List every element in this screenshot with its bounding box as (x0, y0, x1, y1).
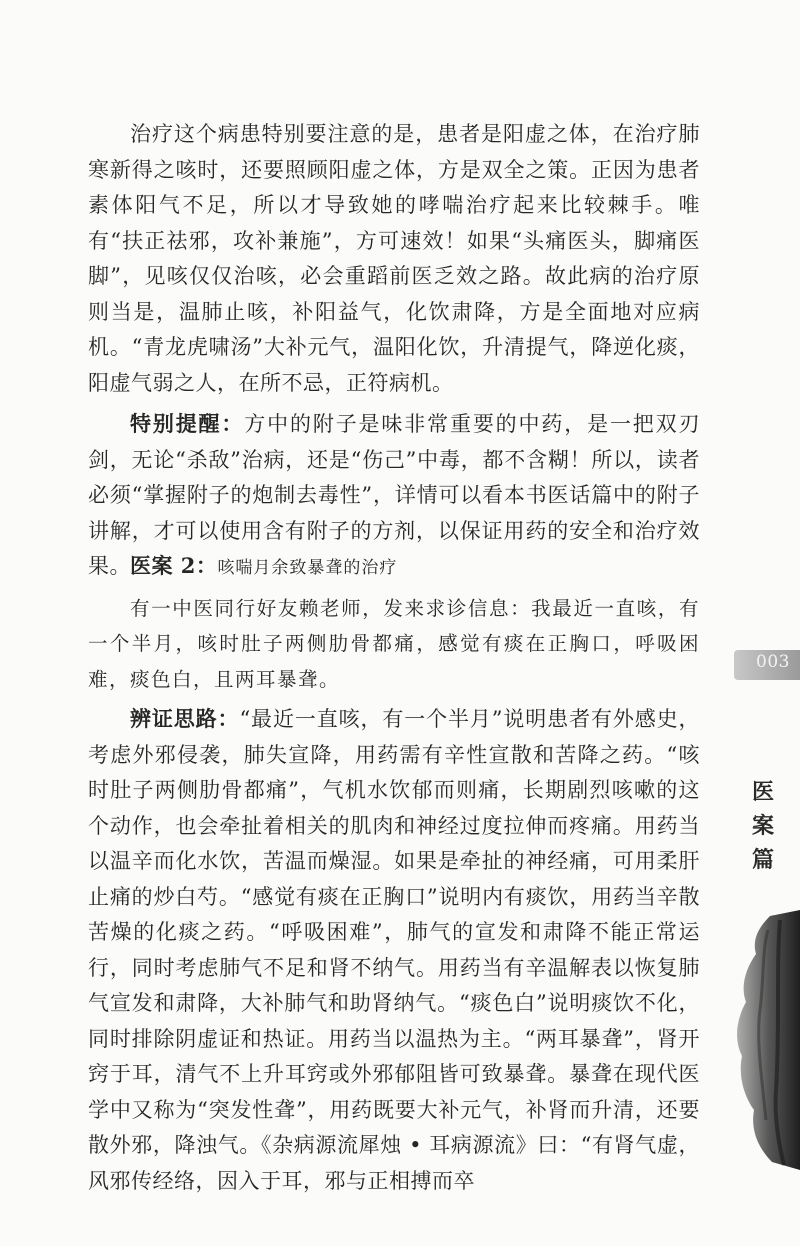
case2-intro: 有一中医同行好友赖老师，发来求诊信息：我最近一直咳，有一个半月，咳时肚子两侧肋骨都痛，感觉有痰在正胸口，呼吸困难，痰色白，且两耳暴聋。 (88, 596, 700, 691)
analysis-text: “最近一直咳，有一个半月”说明患者有外感史，考虑外邪侵袭，肺失宣降，用药需有辛性宣散和苦降之药。“咳时肚子两侧肋骨都痛”，气机水饮郁而则痛，长期剧烈咳嗽的这个动作，也会牵扯着相关的肌肉和神经过度拉伸而疼痛。用药当以温辛而化水饮，苦温而燥湿。如果是牵扯的神经痛，可用柔肝止痛的炒白芍。“感觉有痰在正胸口”说明内有痰饮，用药当辛散苦燥的化痰之药。“呼吸困难”，肺气的宣发和肃降不能正常运行，同时考虑肺气不足和肾不纳气。用药当有辛温解表以恢复肺气宣发和肃降，大补肺气和助肾纳气。“痰色白”说明痰饮不化，同时排除阴虚证和热证。用药当以温热为主。“两耳暴聋”，肾开窍于耳，清气不上升耳窍或外邪郁阻皆可致暴聋。暴聋在现代医学中又称为“突发性聋”，用药既要大补元气，补肾而升清，还要散外邪，降浊气。《杂病源流犀烛 • 耳病源流》曰：“有肾气虚，风邪传经络，因入于耳，邪与正相搏而卒 (88, 707, 700, 1193)
ink-wash-decoration (710, 910, 800, 1170)
section-char-1: 医 (751, 779, 774, 805)
case2-analysis (88, 701, 700, 1199)
case2-label: 医案 2： (130, 553, 218, 578)
page-number: 003 (756, 652, 790, 672)
paragraph-treatment-note: 治疗这个病患特别要注意的是，患者是阳虚之体，在治疗肺寒新得之咳时，还要照顾阳虚之体，方是双全之策。正因为患者素体阳气不足，所以才导致她的哮喘治疗起来比较棘手。唯有“扶正祛邪，攻补兼施”，方可速效！如果“头痛医头，脚痛医脚”，见咳仅仅治咳，必会重蹈前医乏效之路。故此病的治疗原则当是，温肺止咳，补阳益气，化饮肃降，方是全面地对应病机。“青龙虎啸汤”大补元气，温阳化饮，升清提气，降逆化痰，阳虚气弱之人，在所不忌，正符病机。 (88, 122, 700, 395)
section-title-vertical (748, 775, 778, 877)
case2-section (88, 548, 700, 1199)
top-section (88, 117, 700, 585)
analysis-label: 辨证思路： (130, 706, 240, 731)
case2-heading (88, 548, 700, 587)
case2-title: 咳喘月余致暴聋的治疗 (217, 558, 398, 578)
special-reminder-label: 特别提醒： (130, 411, 245, 436)
section-char-3: 篇 (751, 847, 774, 873)
section-char-2: 案 (751, 813, 774, 839)
special-reminder-text: 方中的附子是味非常重要的中药，是一把双刃剑，无论“杀敌”治病，还是“伤己”中毒，都不含糊！所以，读者必须“掌握附子的炮制去毒性”，详情可以看本书医话篇中的附子讲解，才可以使用含有附子的方剂，以保证用药的安全和治疗效果。 (88, 412, 701, 578)
